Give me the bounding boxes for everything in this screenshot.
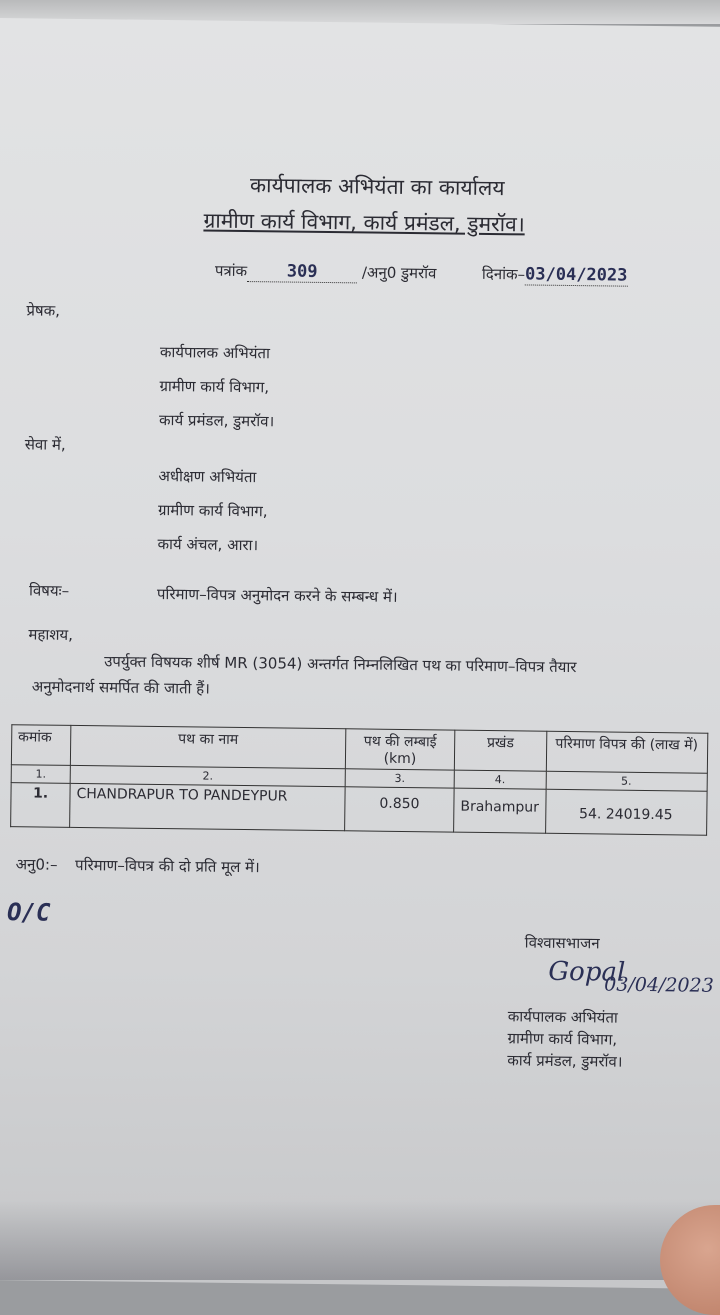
date-label: दिनांक– (481, 264, 526, 284)
colnum-2: 2. (70, 765, 345, 786)
date-value: 03/04/2023 (524, 264, 628, 286)
signatory-line-1: कार्यपालक अभियंता (507, 1007, 618, 1027)
row-length: 0.850 (345, 787, 455, 832)
sender-line-2: ग्रामीण कार्य विभाग, (159, 376, 270, 397)
body-line-1: उपर्युक्त विषयक शीर्ष MR (3054) अन्तर्गत निम्नलिखित पथ का परिमाण–विपत्र तैयार (104, 652, 577, 677)
colnum-5: 5. (546, 771, 707, 791)
header-length: पथ की लम्बाई (km) (345, 729, 454, 770)
signature-name: Gopal (548, 956, 626, 988)
enclosure-label: अनु0:– (15, 855, 58, 874)
enclosure-text: परिमाण–विपत्र की दो प्रति मूल में। (75, 855, 260, 877)
row-sno: 1. (11, 783, 71, 828)
sender-line-3: कार्य प्रमंडल, डुमरॉव। (158, 410, 275, 431)
colnum-3: 3. (345, 769, 454, 788)
reference-line (215, 261, 628, 287)
recipient-line-2: ग्रामीण कार्य विभाग, (157, 500, 268, 521)
sender-label: प्रेषक, (26, 301, 61, 320)
signatory-line-3: कार्य प्रमंडल, डुमरॉव। (507, 1051, 623, 1071)
patrank-value: 309 (286, 261, 318, 282)
oc-mark: O/C (6, 898, 51, 927)
signature-date: 03/04/2023 (604, 973, 714, 997)
row-block: Brahampur (454, 788, 546, 833)
salutation: महाशय, (28, 625, 74, 644)
enclosure-line (16, 854, 260, 877)
body-line-2: अनुमोदनार्थ समर्पित की जाती हैं। (31, 677, 210, 698)
bottom-shadow (0, 1200, 720, 1280)
closing: विश्वासभाजन (524, 933, 600, 953)
row-road-name: CHANDRAPUR TO PANDEYPUR (70, 783, 346, 830)
anu-label: /अनु0 डुमरॉव (361, 263, 437, 283)
recipient-line-3: कार्य अंचल, आरा। (157, 534, 259, 555)
subject-text: परिमाण–विपत्र अनुमोदन करने के सम्बन्ध में। (156, 584, 398, 606)
colnum-1: 1. (11, 765, 70, 784)
sender-line-1: कार्यपालक अभियंता (159, 342, 271, 363)
header-amount: परिमाण विपत्र की (लाख में) (546, 731, 707, 773)
row-amount: 54. 24019.45 (545, 789, 707, 835)
recipient-line-1: अधीक्षण अभियंता (158, 466, 257, 487)
department-heading: ग्रामीण कार्य विभाग, कार्य प्रमंडल, डुमरॉव। (203, 208, 525, 237)
patrank-field (247, 261, 357, 283)
header-block: प्रखंड (454, 730, 546, 771)
header-sno: कमांक (11, 725, 70, 766)
header-road-name: पथ का नाम (70, 725, 345, 768)
patrank-label: पत्रांक (214, 261, 248, 281)
letter-paper (0, 18, 720, 1289)
table-row (11, 783, 707, 835)
recipient-label: सेवा में, (24, 435, 66, 454)
office-heading: कार्यपालक अभियंता का कार्यालय (249, 173, 505, 201)
signatory-line-2: ग्रामीण कार्य विभाग, (507, 1029, 618, 1049)
road-table (10, 724, 708, 836)
colnum-4: 4. (454, 770, 546, 789)
subject-label: विषयः– (28, 581, 70, 600)
